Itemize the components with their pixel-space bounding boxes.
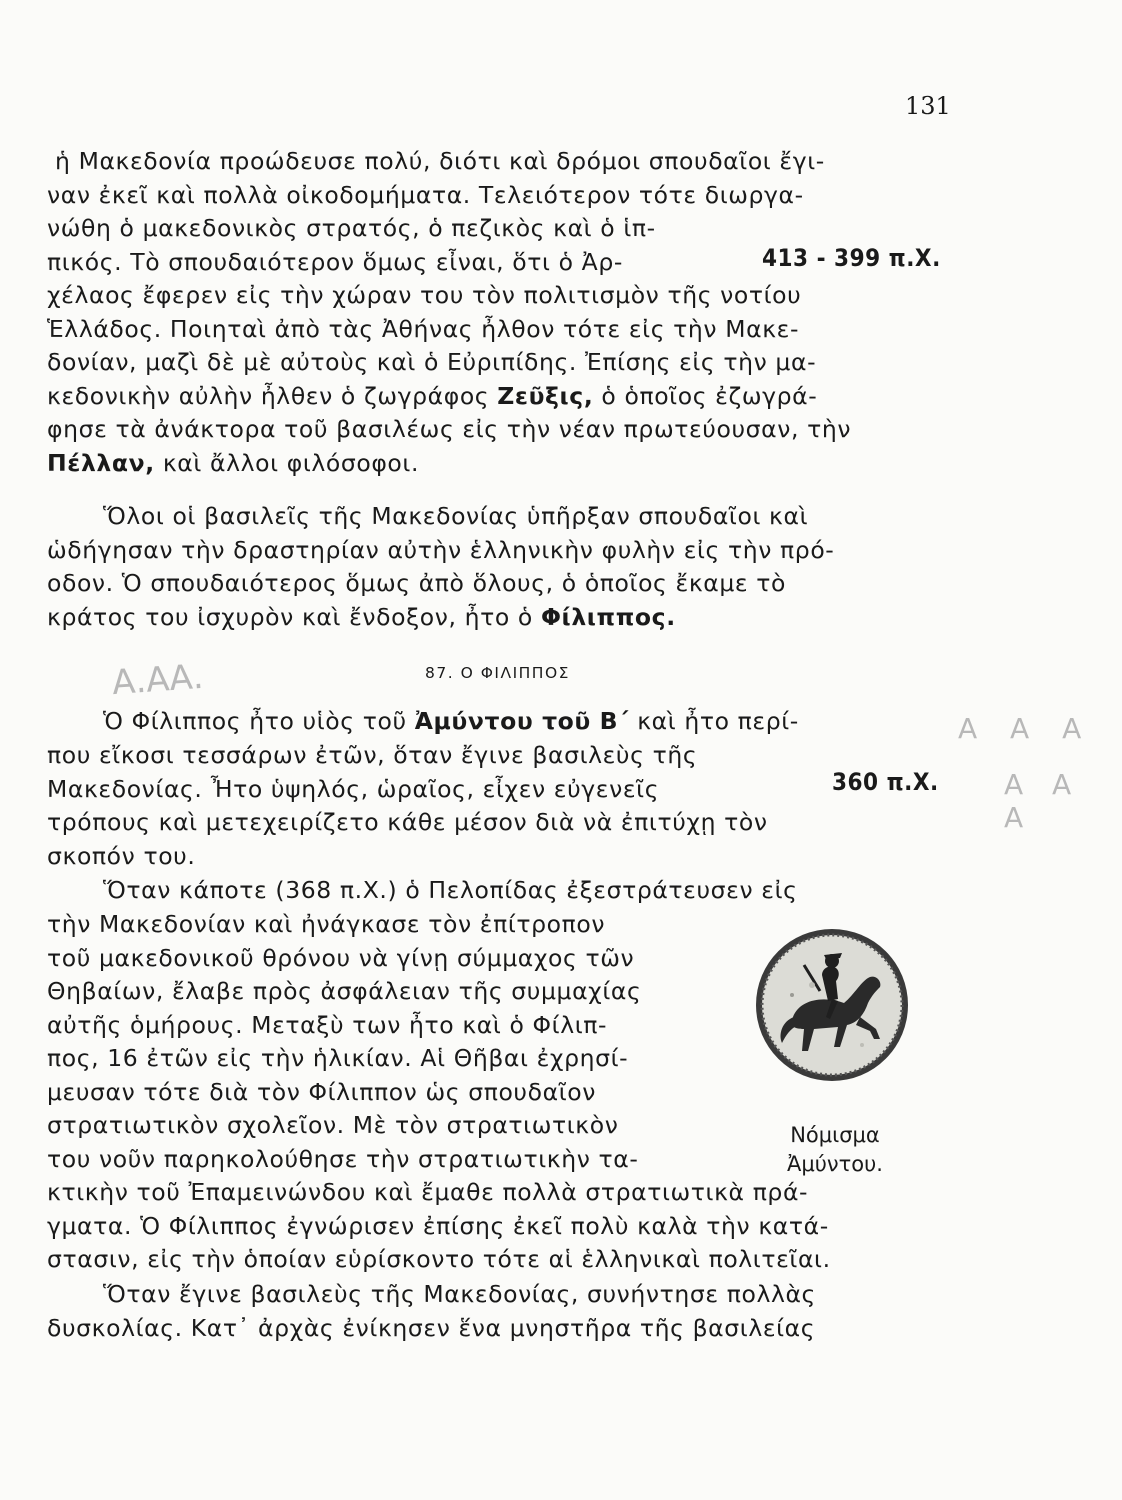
paragraph-line: του νοῦν παρηκολούθησε τὴν στρατιωτικὴν τα- [47,1144,639,1173]
paragraph-line: ὡδήγησαν τὴν δραστηρίαν αὐτὴν ἑλληνικὴν φυλὴν εἰς τὴν πρό- [47,535,835,564]
paragraph-5 [47,1278,947,1345]
paragraph-line: τὴν Μακεδονίαν καὶ ἠνάγκασε τὸν ἐπίτροπον [47,910,606,938]
paragraph-line: τοῦ μακεδονικοῦ θρόνου νὰ γίνῃ σύμμαχος τῶν [47,943,635,972]
paragraph-line [47,447,947,481]
paragraph-1-rest [47,279,947,480]
coin-caption-line: Νόμισμα [790,1123,880,1147]
paragraph-line: γματα. Ὁ Φίλιππος ἐγνώρισεν ἐπίσης ἐκεῖ πολὺ καλὰ τὴν κατά- [47,1211,829,1240]
name-pella: Πέλλαν, [47,448,155,477]
paragraph-1-full [47,145,947,212]
coin-caption-line: Ἀμύντου. [787,1152,883,1176]
page-number: 131 [905,92,951,120]
paragraph-line [47,601,947,635]
paragraph-4-first [47,874,947,908]
paragraph-line: δονίαν, μαζὶ δὲ μὲ αὐτοὺς καὶ ὁ Εὐριπίδης. Ἐπίσης εἰς τὴν μα- [47,348,817,376]
coin-amyntas-icon [752,925,912,1085]
paragraph-line: Μακεδονίας. Ἦτο ὑψηλός, ὡραῖος, εἶχεν εὐγενεῖς [47,774,660,803]
paragraph-line: στρατιωτικὸν σχολεῖον. Μὲ τὸν στρατιωτικὸν [47,1111,619,1139]
paragraph-3-rest [47,806,947,873]
text-run: ὁ ὁποῖος ἐζωγρά- [593,381,818,410]
paragraph-line: στασιν, εἰς τὴν ὁποίαν εὑρίσκοντο τότε αἱ ἑλληνικαὶ πολιτεῖαι. [47,1245,831,1273]
paragraph-line [47,705,947,739]
coin-illustration [752,925,912,1085]
paragraph-3-narrow [47,739,835,806]
paragraph-line: Θηβαίων, ἔλαβε πρὸς ἀσφάλειαν τῆς συμμαχίας [47,977,642,1005]
paragraph-line [47,380,947,414]
paragraph-line: δυσκολίας. Κατ᾽ ἀρχὰς ἐνίκησεν ἕνα μνηστῆρα τῆς βασιλείας [47,1313,816,1342]
paragraph-line: Ὅταν κάποτε (368 π.Χ.) ὁ Πελοπίδας ἐξεστράτευσεν εἰς [103,876,798,904]
name-amyntas: Ἀμύντου τοῦ Β΄ [414,707,630,735]
text-run: κράτος του ἰσχυρὸν καὶ ἔνδοξον, ἦτο ὁ [47,602,541,631]
paragraph-line: νώθη ὁ μακεδονικὸς στρατός, ὁ πεζικὸς καὶ ὁ ἱπ- [47,214,656,242]
side-date-360: 360 π.Χ. [832,768,939,796]
pencil-mark-right-top: Α Α Α [958,712,1094,745]
paragraph-4-rest [47,1176,947,1277]
paragraph-3-first [47,705,947,739]
paragraph-line: χέλαος ἔφερεν εἰς τὴν χώραν του τὸν πολιτισμὸν τῆς νοτίου [47,281,802,309]
paragraph-2 [47,500,947,634]
paragraph-4-narrow [47,908,732,1176]
pencil-mark-right-bottom: Α Α Α [1004,768,1082,834]
paragraph-line: Ὅταν ἔγινε βασιλεὺς τῆς Μακεδονίας, συνήντησε πολλὰς [103,1280,816,1308]
paragraph-line: πικός. Τὸ σπουδαιότερον ὅμως εἶναι, ὅτι ὁ Ἀρ- [47,247,623,276]
text-run: κεδονικὴν αὐλὴν ἦλθεν ὁ ζωγράφος [47,381,498,410]
paragraph-line: σκοπόν του. [47,841,196,870]
paragraph-line: ἡ Μακεδονία προώδευσε πολύ, διότι καὶ δρόμοι σπουδαῖοι ἔγι- [55,147,825,175]
text-run: καὶ ἦτο περί- [629,707,799,735]
paragraph-line: κτικὴν τοῦ Ἐπαμεινώνδου καὶ ἔμαθε πολλὰ στρατιωτικὰ πρά- [47,1178,809,1206]
pencil-mark-left: Α.ΑΑ. [110,656,205,704]
paragraph-line: μευσαν τότε διὰ τὸν Φίλιππον ὡς σπουδαῖον [47,1077,596,1106]
side-date-413-399: 413 - 399 π.Χ. [762,244,941,272]
coin-caption [760,1121,910,1179]
paragraph-line: ναν ἐκεῖ καὶ πολλὰ οἰκοδομήματα. Τελειότερον τότε διωργα- [47,180,804,209]
paragraph-line: πος, 16 ἐτῶν εἰς τὴν ἡλικίαν. Αἱ Θῆβαι ἐχρησί- [47,1044,629,1072]
paragraph-line: οδον. Ὁ σπουδαιότερος ὅμως ἀπὸ ὅλους, ὁ ὁποῖος ἔκαμε τὸ [47,569,787,597]
text-run: Ὁ Φίλιππος ἦτο υἱὸς τοῦ [103,707,415,735]
name-philippos: Φίλιππος. [540,602,676,631]
paragraph-line: που εἴκοσι τεσσάρων ἐτῶν, ὅταν ἔγινε βασιλεὺς τῆς [47,741,698,769]
paragraph-line: Ἑλλάδος. Ποιηταὶ ἀπὸ τὰς Ἀθήνας ἦλθον τότε εἰς τὴν Μακε- [47,314,800,343]
paragraph-line: Ὅλοι οἱ βασιλεῖς τῆς Μακεδονίας ὑπῆρξαν σπουδαῖοι καὶ [103,502,809,530]
paragraph-line: φησε τὰ ἀνάκτορα τοῦ βασιλέως εἰς τὴν νέαν πρωτεύουσαν, τὴν [47,415,852,443]
section-heading: 87. Ο ΦΙΛΙΠΠΟΣ [425,664,570,682]
paragraph-1-narrow [47,212,727,279]
paragraph-line: τρόπους καὶ μετεχειρίζετο κάθε μέσον διὰ νὰ ἐπιτύχῃ τὸν [47,808,768,836]
paragraph-line: αὐτῆς ὁμήρους. Μεταξὺ των ἦτο καὶ ὁ Φίλιπ- [47,1010,608,1039]
name-zeuxis: Ζεῦξις, [497,381,594,410]
text-run: καὶ ἄλλοι φιλόσοφοι. [154,448,420,477]
